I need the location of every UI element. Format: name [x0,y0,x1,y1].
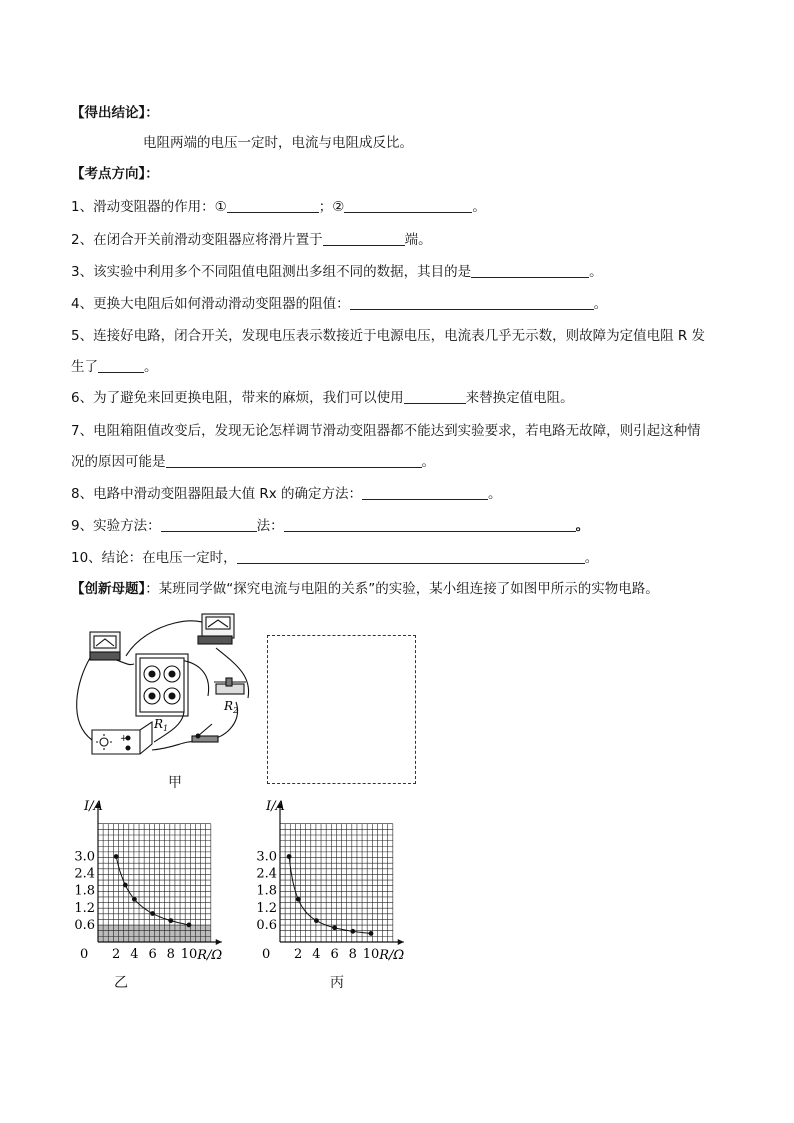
resistance-box [136,654,188,716]
innovation-question: 【创新母题】：某班同学做“探究电流与电阻的关系”的实验，某小组连接了如图甲所示的实物电路。 [71,581,659,597]
circuit-diagram [66,612,262,764]
question-5-line-2: 生了 。 [71,359,158,375]
x-tick-label: 10 [362,947,380,962]
data-point [150,911,155,916]
question-4: 4、更换大电阻后如何滑动滑动变阻器的阻值： 。 [71,296,608,312]
answer-blank[interactable] [166,453,422,468]
answer-blank[interactable] [98,358,144,373]
answer-blank[interactable] [323,231,405,246]
switch [192,724,218,742]
answer-blank[interactable] [350,295,594,310]
answer-blank[interactable] [227,198,319,213]
wire [77,658,92,740]
ammeter [90,632,120,660]
data-point [332,925,337,930]
conclusion-text: 电阻两端的电压一定时，电流与电阻成反比。 [143,135,413,151]
data-point [369,931,374,936]
question-3: 3、该实验中利用多个不同阻值电阻测出多组不同的数据，其目的是 。 [71,264,603,280]
question-10: 10、结论：在电压一定时， 。 [71,550,599,566]
x-axis-arrow [398,939,404,945]
y-axis-label: I/A [84,799,103,814]
data-point [314,918,319,923]
x-tick-label: 10 [180,947,198,962]
x-axis-label: R/Ω [379,948,405,963]
x-tick-label: 2 [294,947,303,962]
r1-label: $R_1$ [154,717,169,733]
answer-blank[interactable] [362,485,488,500]
voltmeter [198,614,234,644]
wire [152,742,196,750]
x-tick-label: 8 [348,947,357,962]
y-axis-label: I/A [266,799,285,814]
question-7-line-1: 7、电阻箱阻值改变后，发现无论怎样调节滑动变阻器都不能达到实验要求，若电路无故障，则引起这种情 [71,423,701,439]
graph-bing [248,796,438,964]
x-tick-label: 2 [112,947,121,962]
y-tick-label: 1.8 [74,883,95,899]
y-tick-label: 1.2 [256,900,277,916]
data-point [123,883,128,888]
data-point [168,918,173,923]
figure-bing-caption: 丙 [330,975,344,991]
origin-label: 0 [262,947,271,962]
y-tick-label: 2.4 [74,866,95,882]
answer-blank[interactable] [284,517,576,532]
data-point [287,854,292,859]
x-tick-label: 4 [130,947,139,962]
figure-yi-caption: 乙 [114,975,128,991]
exam-heading: 【考点方向】： [71,166,159,182]
y-tick-label: 2.4 [256,866,277,882]
y-tick-label: 0.6 [256,917,277,933]
y-tick-label: 3.0 [256,849,277,865]
origin-label: 0 [80,947,89,962]
question-9: 9、实验方法： 法： 。 [71,518,590,534]
graph-yi [66,796,256,964]
question-5-line-1: 5、连接好电路，闭合开关，发现电压表示数接近于电源电压，电流表几乎无示数，则故障为定值电阻 R 发 [71,328,706,344]
data-point [350,929,355,934]
plus-sign: + [120,734,128,744]
data-point [114,854,119,859]
conclusion-heading: 【得出结论】： [71,105,159,121]
figure-jia-caption: 甲 [168,775,182,791]
data-point [132,897,137,902]
y-tick-label: 1.2 [74,900,95,916]
y-tick-label: 0.6 [74,917,95,933]
answer-blank[interactable] [237,549,585,564]
question-8: 8、电路中滑动变阻器阻最大值 Rx 的确定方法： 。 [71,486,502,502]
x-tick-label: 8 [166,947,175,962]
answer-blank[interactable] [344,198,472,213]
r2-label: $R_2$ [224,699,239,715]
answer-blank[interactable] [161,517,257,532]
y-tick-label: 3.0 [74,849,95,865]
answer-blank[interactable] [471,263,589,278]
question-6: 6、为了避免来回更换电阻，带来的麻烦，我们可以使用 来替换定值电阻。 [71,390,574,406]
question-1: 1、滑动变阻器的作用：① ；② 。 [71,199,486,215]
x-tick-label: 6 [330,947,339,962]
series-curve [289,857,371,934]
data-point [187,923,192,928]
x-axis-label: R/Ω [197,948,223,963]
x-tick-label: 6 [148,947,157,962]
answer-blank[interactable] [404,389,466,404]
y-tick-label: 1.8 [256,883,277,899]
data-point [296,897,301,902]
rheostat [214,678,246,694]
circuit-answer-box[interactable] [267,635,416,784]
x-tick-label: 4 [312,947,321,962]
question-2: 2、在闭合开关前滑动变阻器应将滑片置于 端。 [71,232,432,248]
question-7-line-2: 况的原因可能是 。 [71,454,435,470]
x-axis-arrow [216,939,222,945]
